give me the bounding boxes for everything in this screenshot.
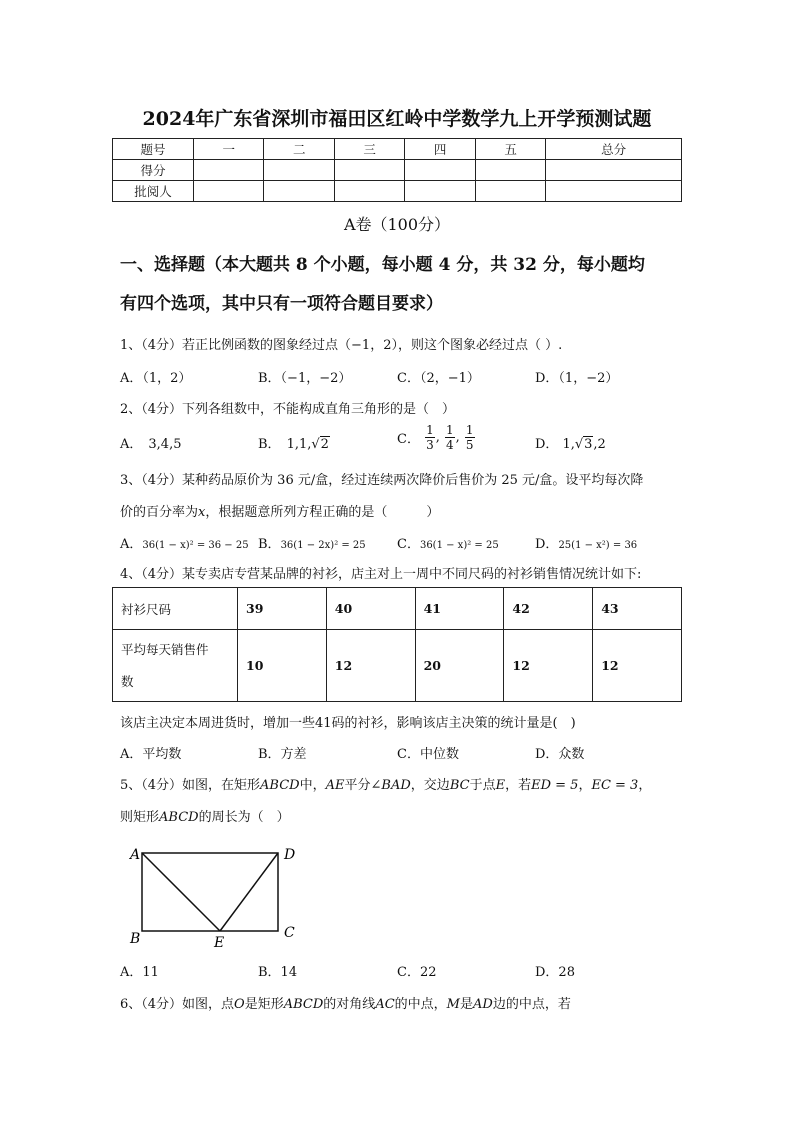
row-label: 得分 — [113, 160, 194, 181]
table-cell — [405, 160, 475, 181]
q1-option-d: D．（1，−2） — [535, 371, 619, 386]
table-cell: 20 — [415, 630, 504, 702]
label-c: C — [284, 925, 295, 941]
row-label: 衬衫尺码 — [113, 588, 238, 630]
q5-stem-line2: 则矩形ABCD的周长为（ ） — [120, 810, 290, 825]
q3-option-d: D．25(1 − x²) = 36 — [535, 537, 638, 552]
table-header: 一 — [194, 139, 264, 160]
section1-line1: 一、选择题（本大题共 8 个小题，每小题 4 分，共 32 分，每小题均 — [120, 255, 645, 275]
table-cell: 12 — [504, 630, 593, 702]
table-row — [113, 630, 682, 702]
label-d: D — [284, 847, 296, 863]
q4-option-d: D．众数 — [535, 747, 585, 762]
table-cell — [546, 160, 682, 181]
rectangle-abcd — [142, 853, 278, 931]
q5-option-b: B．14 — [258, 965, 298, 980]
table-cell — [194, 181, 264, 202]
table-cell: 43 — [593, 588, 682, 630]
size-sales-table — [112, 587, 682, 702]
row-label: 平均每天销售件 数 — [113, 630, 238, 702]
table-cell: 42 — [504, 588, 593, 630]
table-cell — [264, 181, 334, 202]
table-row — [113, 181, 682, 202]
fraction: $\frac{1}{3}$ — [426, 423, 434, 452]
q1-option-a: A．（1，2） — [120, 371, 192, 386]
table-cell: 10 — [238, 630, 327, 702]
q3-option-c: C．36(1 − x)² = 25 — [397, 537, 499, 552]
q4-option-a: A．平均数 — [120, 747, 182, 762]
table-cell — [546, 181, 682, 202]
q5-option-d: D．28 — [535, 965, 575, 980]
table-row — [113, 139, 682, 160]
q3-option-b: B．36(1 − 2x)² = 25 — [258, 537, 366, 552]
q3-option-a: A．36(1 − x)² = 36 − 25 — [120, 537, 249, 552]
q2-option-b: B． 1,1,√2 — [258, 437, 329, 452]
q1-option-c: C．（2，−1） — [397, 371, 480, 386]
label-b: B — [130, 931, 141, 947]
q4-after: 该店主决定本周进货时，增加一些41码的衬衫，影响该店主决策的统计量是( ) — [120, 716, 576, 731]
table-cell: 39 — [238, 588, 327, 630]
q5-option-c: C．22 — [397, 965, 437, 980]
q3-stem-line2: 价的百分率为x，根据题意所列方程正确的是（ ） — [120, 505, 440, 520]
q6-stem: 6、（4分）如图，点O是矩形ABCD的对角线AC的中点，M是AD边的中点，若 — [120, 997, 571, 1012]
table-header: 总分 — [546, 139, 682, 160]
table-cell: 12 — [593, 630, 682, 702]
fraction: $\frac{1}{5}$ — [465, 423, 474, 452]
table-cell — [334, 181, 404, 202]
table-header: 三 — [334, 139, 404, 160]
table-cell — [264, 160, 334, 181]
q1-option-b: B．（−1，−2） — [258, 371, 352, 386]
label-e: E — [214, 935, 225, 951]
table-cell — [334, 160, 404, 181]
table-cell: 40 — [326, 588, 415, 630]
section-a-heading: A卷（100分） — [343, 215, 451, 234]
rectangle-figure — [120, 840, 310, 955]
segment-ed — [220, 853, 278, 931]
q1-stem: 1、（4分）若正比例函数的图象经过点（−1，2），则这个图象必经过点（ ）. — [120, 338, 563, 353]
label-a: A — [130, 847, 141, 863]
table-row — [113, 160, 682, 181]
q5-option-a: A．11 — [120, 965, 159, 980]
row-label: 批阅人 — [113, 181, 194, 202]
table-cell: 12 — [326, 630, 415, 702]
table-header: 二 — [264, 139, 334, 160]
fraction: $\frac{1}{4}$ — [446, 423, 454, 452]
section1-line2: 有四个选项，其中只有一项符合题目要求） — [120, 294, 443, 314]
table-header: 题号 — [113, 139, 194, 160]
q4-stem: 4、（4分）某专卖店专营某品牌的衬衫，店主对上一周中不同尺码的衬衫销售情况统计如下: — [120, 567, 642, 582]
q2-option-c: C． $\frac{1}{3}$ , $\frac{1}{4}$ , $\frac{1}{5}$ — [397, 423, 474, 452]
q5-stem-line1: 5、（4分）如图，在矩形ABCD中，AE平分∠BAD，交边BC于点E，若ED = 5，EC = 3， — [120, 778, 652, 793]
score-table — [112, 138, 682, 202]
table-header: 五 — [475, 139, 545, 160]
table-row — [113, 588, 682, 630]
table-cell — [194, 160, 264, 181]
table-header: 四 — [405, 139, 475, 160]
q2-option-d: D． 1,√3,2 — [535, 437, 606, 452]
q2-stem: 2、（4分）下列各组数中，不能构成直角三角形的是（ ） — [120, 402, 456, 417]
q4-option-c: C．中位数 — [397, 747, 459, 762]
table-cell — [475, 181, 545, 202]
segment-ae — [142, 853, 220, 931]
q2-option-a: A． 3,4,5 — [120, 437, 182, 452]
table-cell — [475, 160, 545, 181]
table-cell: 41 — [415, 588, 504, 630]
table-cell — [405, 181, 475, 202]
page-title: 2024年广东省深圳市福田区红岭中学数学九上开学预测试题 — [142, 108, 652, 130]
q3-stem-line1: 3、（4分）某种药品原价为 36 元/盒，经过连续两次降价后售价为 25 元/盒。设平均每次降 — [120, 473, 644, 488]
q4-option-b: B．方差 — [258, 747, 307, 762]
